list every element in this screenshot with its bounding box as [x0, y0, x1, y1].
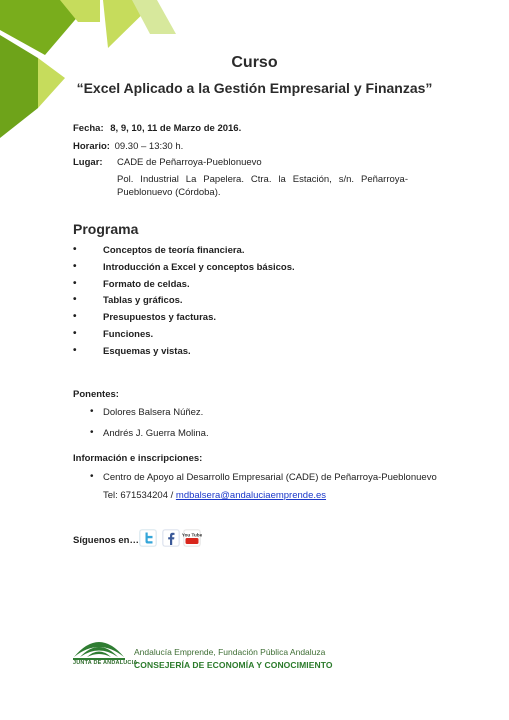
fecha-row — [73, 122, 241, 135]
email-link[interactable]: mdbalsera@andaluciaemprende.es — [175, 490, 327, 501]
lugar-row — [73, 156, 262, 169]
ponentes-heading: Ponentes: — [73, 389, 119, 400]
bullet-icon: • — [73, 260, 77, 272]
horario-label: Horario: — [73, 141, 110, 152]
twitter-icon[interactable] — [139, 529, 157, 547]
footer-line-1: Andalucía Emprende, Fundación Pública Andaluza — [134, 647, 326, 657]
youtube-icon-text: You Tube — [181, 532, 203, 538]
horario-value: 09.30 – 13:30 h. — [114, 141, 184, 152]
fecha-value: 8, 9, 10, 11 de Marzo de 2016. — [110, 123, 242, 134]
fecha-label: Fecha: — [73, 123, 104, 134]
horario-row — [73, 140, 183, 153]
youtube-icon[interactable] — [183, 529, 201, 547]
bullet-icon: • — [73, 277, 77, 289]
bullet-icon: • — [73, 344, 77, 356]
course-label: Curso — [231, 54, 278, 71]
lugar-label: Lugar: — [73, 157, 103, 168]
facebook-icon[interactable] — [162, 529, 180, 547]
bullet-icon: • — [90, 471, 94, 482]
programa-heading: Programa — [73, 221, 139, 237]
bullet-icon: • — [73, 311, 77, 323]
bullet-icon: • — [90, 406, 94, 417]
informacion-heading: Información e inscripciones: — [73, 453, 203, 464]
telephone-text: Tel: 671534204 / — [103, 490, 176, 501]
junta-andalucia-logo-icon — [71, 633, 127, 663]
junta-logo-text: JUNTA DE ANDALUCIA — [73, 660, 138, 666]
telephone-line — [103, 490, 326, 501]
footer-line-2: CONSEJERÍA DE ECONOMÍA Y CONOCIMIENTO — [134, 660, 333, 670]
lugar-value: CADE de Peñarroya-Pueblonuevo — [117, 157, 262, 168]
bullet-icon: • — [73, 327, 77, 339]
bullet-icon: • — [73, 294, 77, 306]
address-text: Pol. Industrial La Papelera. Ctra. la Estación, s/n. Peñarroya-Pueblonuevo (Córdoba). — [117, 174, 408, 198]
follow-us-label: Síguenos en… — [73, 535, 139, 546]
document-page: Curso “Excel Aplicado a la Gestión Empresarial y Finanzas” Fecha: 8, 9, 10, 11 de Marzo de 2016. Horario: 09.30 – 13:30 h. Lugar: CADE de Peñarroya-Pueblonuevo Pol. Industrial La Papelera. Ctra. la Estación, s/n. Peñarroya-Pueblonuevo (Córdoba). Programa • Conceptos de teoría financiera. • Introducción a Excel y conceptos básicos. • Formato de celdas. • Tablas y gráficos. • Presupuestos y facturas. • Funciones. • Esquemas y vistas. Ponentes: • Dolores Balsera Núñez. • Andrés J. Guerra Molina. Información e inscripciones: • Centro de Apoyo al Desarrollo Empresarial (CADE) de Peñarroya-Pueblonuevo Tel: 671534204 / mdbalsera@andaluciaemprende.es Síguenos en… You Tube JUNTA DE ANDALUCIA Andalucía Emprende, Fundación Pública Andaluza CONSEJERÍA DE ECONOMÍA Y CONOCIMIENTO — [0, 0, 509, 720]
bullet-icon: • — [73, 244, 77, 255]
course-title: “Excel Aplicado a la Gestión Empresarial y Finanzas” — [76, 80, 433, 96]
bullet-icon: • — [90, 427, 94, 438]
